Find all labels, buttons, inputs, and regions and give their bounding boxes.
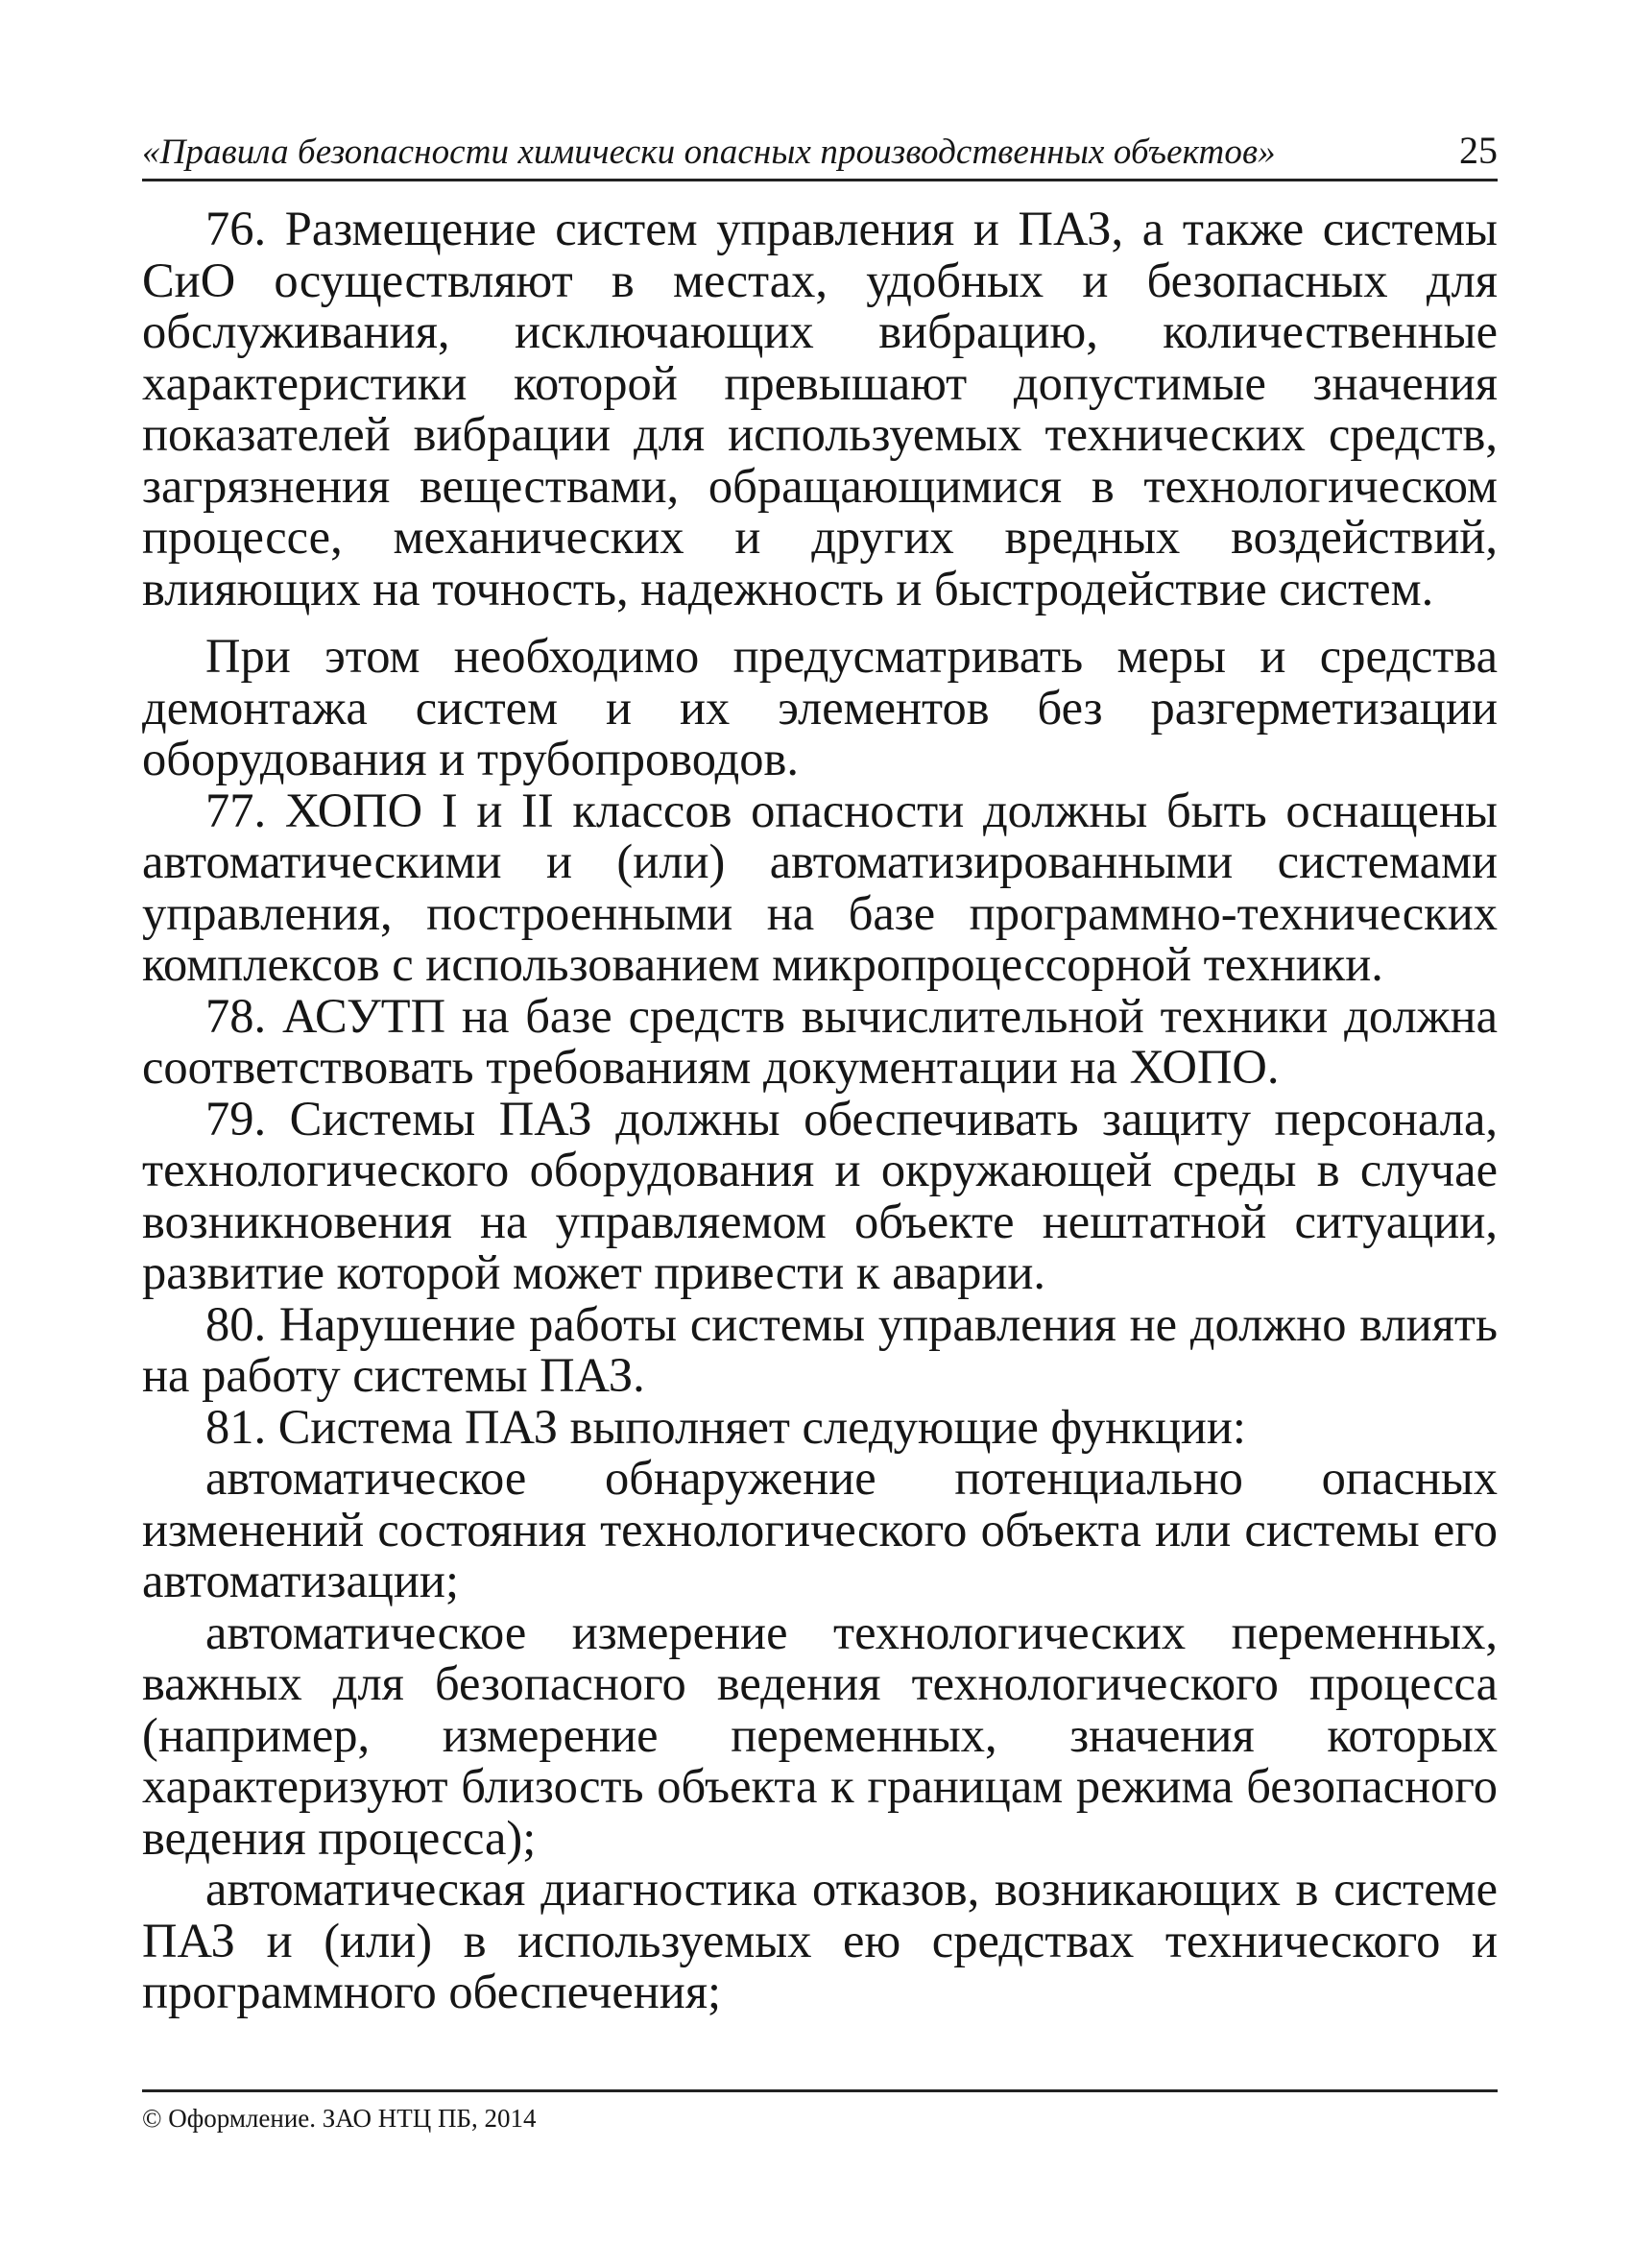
paragraph-77: 77. ХОПО I и II классов опасности должны быть оснащены автоматическими и (или) автоматизированными системами управления, построенными на базе программно-технических комплексов с использованием микропроцессорной техники.	[142, 783, 1498, 991]
paragraph-76: 76. Размещение систем управления и ПАЗ, а также системы СиО осуществляют в местах, удобных и безопасных для обслуживания, исключающих вибрацию, количественные характеристики которой превышают допустимые значения показателей вибрации для используемых технических средств, загрязнения веществами, обращающимися в технологическом процессе, механических и других вредных воздействий, влияющих на точность, надежность и быстродействие систем.	[142, 202, 1498, 615]
paragraph-79: 79. Системы ПАЗ должны обеспечивать защиту персонала, технологического оборудования и окружающей среды в случае возникновения на управляемом объекте нештатной ситуации, развитие которой может привести к аварии.	[142, 1091, 1498, 1299]
body-text	[142, 204, 1498, 2018]
list-item-function: автоматическое измерение технологических переменных, важных для безопасного ведения технологического процесса (например, измерение переменных, значения которых характеризуют близость объекта к границам режима безопасного ведения процесса);	[142, 1604, 1498, 1865]
running-title: «Правила безопасности химически опасных производственных объектов»	[142, 133, 1276, 172]
footer-copyright: © Оформление. ЗАО НТЦ ПБ, 2014	[142, 2104, 537, 2133]
running-header	[142, 123, 1498, 181]
page-number: 25	[1459, 129, 1498, 172]
page-footer	[142, 2089, 1498, 2133]
paragraph-80: 80. Нарушение работы системы управления не должно влиять на работу системы ПАЗ.	[142, 1296, 1498, 1402]
paragraph-81: 81. Система ПАЗ выполняет следующие функции:	[205, 1399, 1246, 1454]
paragraph-78: 78. АСУТП на базе средств вычислительной техники должна соответствовать требованиям документации на ХОПО.	[142, 988, 1498, 1094]
paragraph-76-continuation: При этом необходимо предусматривать меры и средства демонтажа систем и их элементов без разгерметизации оборудования и трубопроводов.	[142, 629, 1498, 785]
list-item-function: автоматическая диагностика отказов, возникающих в системе ПАЗ и (или) в используемых ею средствах технического и программного обеспечения;	[142, 1862, 1498, 2018]
list-item-function: автоматическое обнаружение потенциально опасных изменений состояния технологического объекта или системы его автоматизации;	[142, 1451, 1498, 1607]
